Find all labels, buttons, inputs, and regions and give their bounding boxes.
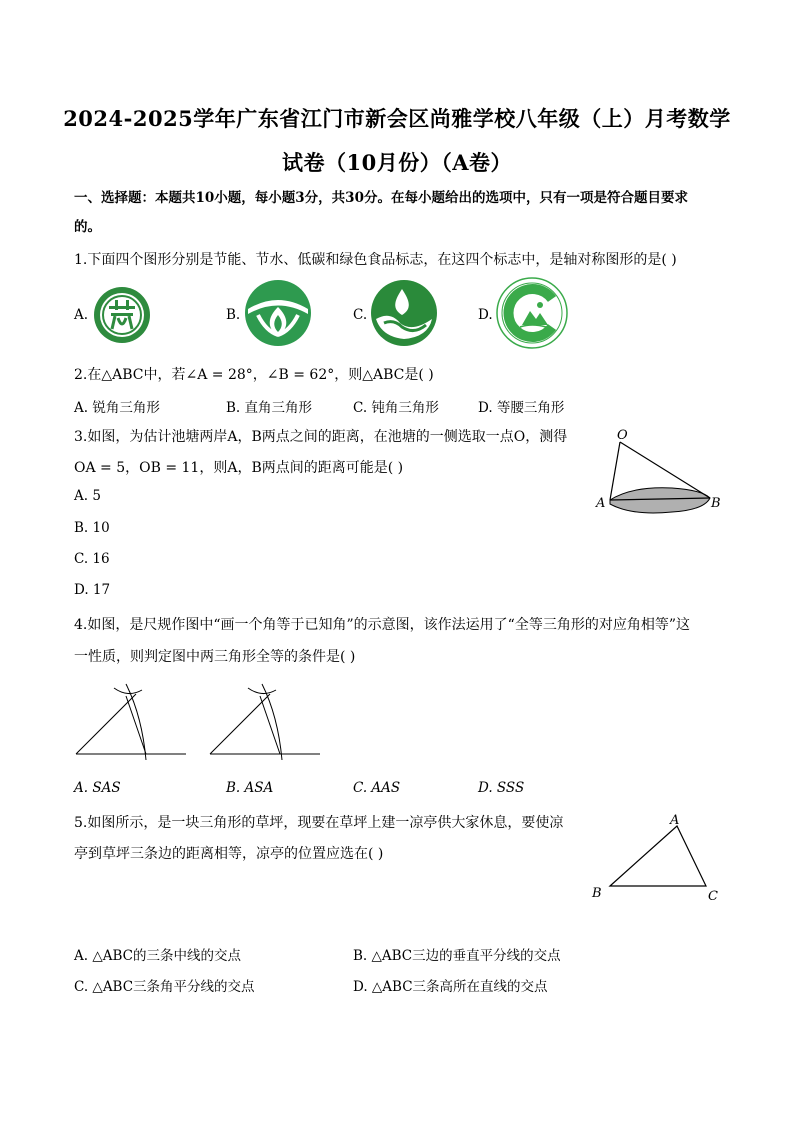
energy-saving-logo (91, 285, 153, 345)
q1-option-d-label: D. (478, 307, 493, 323)
q2-option-c: C. 钝角三角形 (353, 400, 439, 416)
lawn-triangle-figure (588, 810, 728, 905)
q5-option-d: D. △ABC三条高所在直线的交点 (353, 979, 548, 995)
q5-option-a: A. △ABC的三条中线的交点 (74, 948, 241, 964)
q3-stem-line1: 3.如图，为估计池塘两岸A，B两点之间的距离，在池塘的一侧选取一点O，测得 (74, 429, 568, 445)
pond-label-b: B (711, 496, 721, 511)
compass-construction-figure (72, 676, 322, 761)
q3-option-d: D. 17 (74, 582, 111, 598)
q4-stem-line2: 一性质，则判定图中两三角形全等的条件是( ) (74, 649, 356, 665)
q2-stem: 2.在△ABC中，若∠A = 28°，∠B = 62°，则△ABC是( ) (74, 367, 434, 383)
triangle-label-b: B (592, 886, 602, 901)
q1-stem: 1.下面四个图形分别是节能、节水、低碳和绿色食品标志，在这四个标志中，是轴对称图形的是( ) (74, 252, 677, 268)
water-saving-logo (244, 279, 312, 347)
q1-option-b-label: B. (226, 307, 241, 323)
q1-option-a-label: A. (74, 307, 89, 323)
q2-option-a: A. 锐角三角形 (74, 400, 160, 416)
triangle-label-a: A (670, 813, 680, 828)
q4-option-a: A. SAS (74, 780, 121, 796)
pond-figure (592, 424, 727, 524)
q4-option-c: C. AAS (353, 780, 401, 796)
q5-stem-line2: 亭到草坪三条边的距离相等，凉亭的位置应选在( ) (74, 846, 384, 862)
q3-option-a: A. 5 (74, 488, 101, 504)
low-carbon-logo (370, 279, 438, 347)
pond-label-a: A (596, 496, 606, 511)
pond-label-o: O (617, 428, 628, 443)
triangle-label-c: C (708, 889, 718, 904)
paper-title-line1: 2024-2025学年广东省江门市新会区尚雅学校八年级（上）月考数学 (63, 106, 731, 131)
q3-stem-line2: OA = 5，OB = 11，则A，B两点间的距离可能是( ) (74, 460, 404, 476)
q4-option-b: B. ASA (226, 780, 274, 796)
q3-option-c: C. 16 (74, 551, 110, 567)
section1-instructions-line1: 一、选择题：本题共10小题，每小题3分，共30分。在每小题给出的选项中，只有一项是符合题目要求 (74, 190, 688, 206)
q5-option-b: B. △ABC三边的垂直平分线的交点 (353, 948, 561, 964)
q1-option-c-label: C. (353, 307, 368, 323)
section1-instructions-line2: 的。 (74, 219, 101, 235)
green-food-logo (496, 277, 568, 349)
q4-option-d: D. SSS (478, 780, 525, 796)
q2-option-d: D. 等腰三角形 (478, 400, 565, 416)
q2-option-b: B. 直角三角形 (226, 400, 313, 416)
paper-title-line2: 试卷（10月份）（A卷） (281, 150, 513, 175)
q4-stem-line1: 4.如图，是尺规作图中“画一个角等于已知角”的示意图，该作法运用了“全等三角形的对应角相等”这 (74, 617, 690, 633)
q5-stem-line1: 5.如图所示，是一块三角形的草坪，现要在草坪上建一凉亭供大家休息，要使凉 (74, 815, 564, 831)
q3-option-b: B. 10 (74, 520, 110, 536)
q5-option-c: C. △ABC三条角平分线的交点 (74, 979, 255, 995)
